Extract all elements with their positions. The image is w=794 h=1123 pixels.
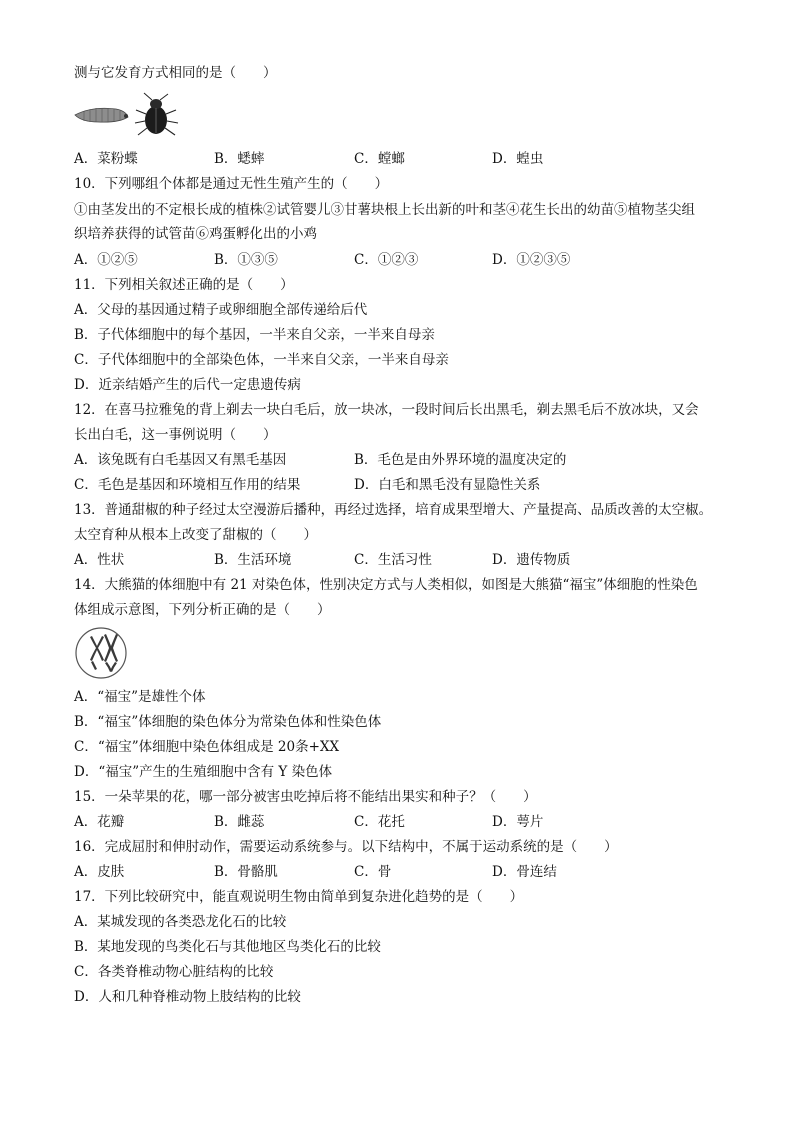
q13-option-a[interactable]: A．性状 [74,552,125,568]
q17-stem: 17．下列比较研究中，能直观说明生物由简单到复杂进化趋势的是（ ） [74,889,524,905]
q15-options [74,813,734,831]
q15-option-a[interactable]: A．花瓣 [74,814,125,830]
q14-stem-2: 体组成示意图，下列分析正确的是（ ） [74,602,331,618]
q12-option-d[interactable]: D．白毛和黑毛没有显隐性关系 [354,477,541,493]
q10-options [74,251,734,269]
sex-chromosome-figure [74,626,128,680]
q16-option-a[interactable]: A．皮肤 [74,864,125,880]
q11-option-d[interactable]: D．近亲结婚产生的后代一定患遗传病 [74,377,301,393]
q13-option-d[interactable]: D．遗传物质 [492,552,571,568]
q15-stem: 15．一朵苹果的花，哪一部分被害虫吃掉后将不能结出果实和种子？（ ） [74,789,537,805]
q17-option-a[interactable]: A．某城发现的各类恐龙化石的比较 [74,914,287,930]
q14-option-d[interactable]: D．“福宝”产生的生殖细胞中含有 Y 染色体 [74,764,333,780]
q13-stem-2: 太空育种从根本上改变了甜椒的（ ） [74,527,317,543]
q14-option-c[interactable]: C．“福宝”体细胞中染色体组成是 20条+XX [74,739,340,755]
q12-options-row-1 [74,451,734,469]
q16-option-d[interactable]: D．骨连结 [492,864,557,880]
q16-option-c[interactable]: C．骨 [354,864,392,880]
q14-option-a[interactable]: A．“福宝”是雄性个体 [74,689,206,705]
chromosome-left-icon [90,636,104,670]
q15-option-d[interactable]: D．萼片 [492,814,544,830]
insect-figure [72,92,184,140]
q16-option-b[interactable]: B．骨骼肌 [214,864,278,880]
q11-option-a[interactable]: A．父母的基因通过精子或卵细胞全部传递给后代 [74,302,368,318]
q11-stem: 11．下列相关叙述正确的是（ ） [74,277,294,293]
q11-option-c[interactable]: C．子代体细胞中的全部染色体，一半来自父亲，一半来自母亲 [74,352,449,368]
q9-options [74,150,734,168]
q13-options [74,551,734,569]
q10-option-b[interactable]: B．①③⑤ [214,252,278,268]
q12-option-c[interactable]: C．毛色是基因和环境相互作用的结果 [74,477,301,493]
q13-option-c[interactable]: C．生活习性 [354,552,432,568]
q14-option-b[interactable]: B．“福宝”体细胞的染色体分为常染色体和性染色体 [74,714,382,730]
q10-option-c[interactable]: C．①②③ [354,252,419,268]
q16-options [74,863,734,881]
q14-stem-1: 14．大熊猫的体细胞中有 21 对染色体，性别决定方式与人类相似，如图是大熊猫“福宝”体细胞的性染色 [74,577,698,593]
q15-option-c[interactable]: C．花托 [354,814,405,830]
q15-option-b[interactable]: B．雌蕊 [214,814,265,830]
q16-stem: 16．完成屈肘和伸肘动作，需要运动系统参与。以下结构中，不属于运动系统的是（ ） [74,839,618,855]
q9-option-c[interactable]: C．螳螂 [354,151,405,167]
q9-option-d[interactable]: D．蝗虫 [492,151,544,167]
q12-option-a[interactable]: A．该兔既有白毛基因又有黑毛基因 [74,452,287,468]
q17-option-b[interactable]: B．某地发现的鸟类化石与其他地区鸟类化石的比较 [74,939,381,955]
q9-stem-tail: 测与它发育方式相同的是（ ） [74,65,277,81]
chromosome-right-icon [104,634,118,672]
q9-option-a[interactable]: A．菜粉蝶 [74,151,138,167]
q12-options-row-2 [74,476,734,494]
q10-detail-1: ①由茎发出的不定根长成的植株②试管婴儿③甘薯块根上长出新的叶和茎④花生长出的幼苗⑤植物茎尖组 [74,202,695,218]
q9-option-b[interactable]: B．蟋蟀 [214,151,265,167]
q11-option-b[interactable]: B．子代体细胞中的每个基因，一半来自父亲，一半来自母亲 [74,327,435,343]
q12-stem-1: 12．在喜马拉雅兔的背上剃去一块白毛后，放一块冰，一段时间后长出黑毛，剃去黑毛后不放冰块，又会 [74,402,699,418]
q10-detail-2: 织培养获得的试管苗⑥鸡蛋孵化出的小鸡 [74,226,317,242]
q10-option-a[interactable]: A．①②⑤ [74,252,138,268]
larva-icon [75,108,128,122]
q13-option-b[interactable]: B．生活环境 [214,552,292,568]
q12-option-b[interactable]: B．毛色是由外界环境的温度决定的 [354,452,567,468]
q13-stem-1: 13．普通甜椒的种子经过太空漫游后播种，再经过选择，培育成果型增大、产量提高、品质改善的太空椒。 [74,502,713,518]
q12-stem-2: 长出白毛，这一事例说明（ ） [74,427,277,443]
q10-stem: 10．下列哪组个体都是通过无性生殖产生的（ ） [74,176,389,192]
beetle-icon [135,93,178,135]
q10-option-d[interactable]: D．①②③⑤ [492,252,571,268]
q17-option-d[interactable]: D．人和几种脊椎动物上肢结构的比较 [74,989,301,1005]
q17-option-c[interactable]: C．各类脊椎动物心脏结构的比较 [74,964,274,980]
